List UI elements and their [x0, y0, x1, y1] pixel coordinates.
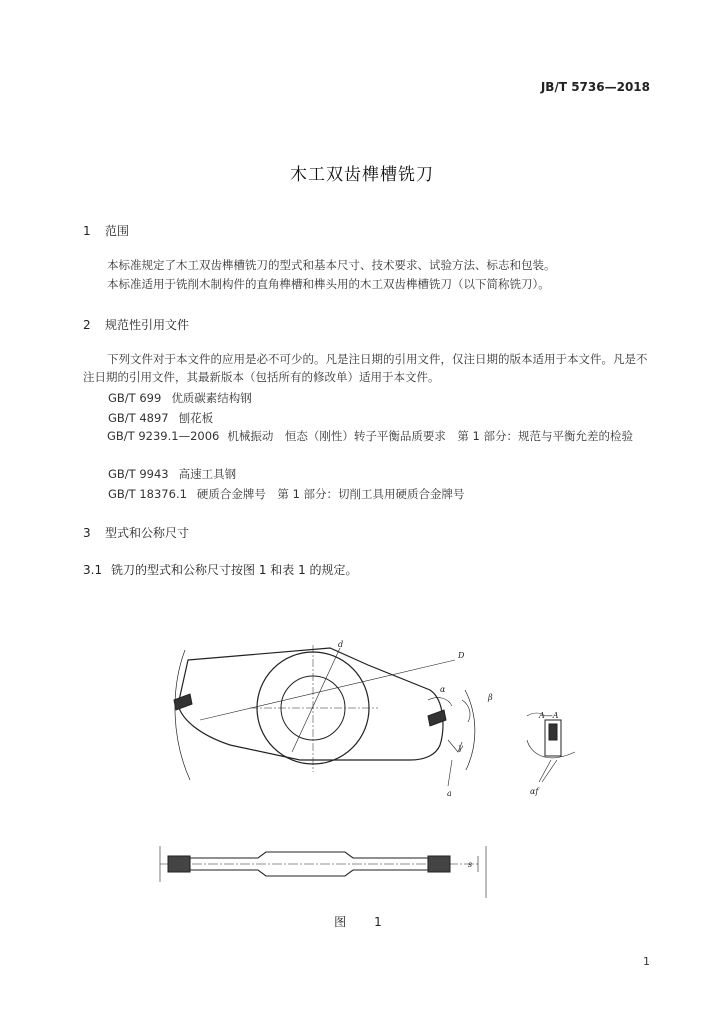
label-beta: β	[488, 693, 493, 702]
figure-caption: 图 1	[334, 915, 390, 929]
section-title: 范围	[105, 224, 130, 238]
reference-name: 机械振动 恒态（刚性）转子平衡品质要求 第 1 部分：规范与平衡允差的检验	[227, 429, 633, 443]
label-alpha-f: αf	[530, 787, 539, 796]
reference-code: GB/T 699	[108, 391, 162, 405]
subsection-text: 铣刀的型式和公称尺寸按图 1 和表 1 的规定。	[111, 563, 358, 577]
label-gamma: γ	[458, 743, 463, 752]
reference-name: 硬质合金牌号 第 1 部分：切削工具用硬质合金牌号	[196, 487, 465, 501]
label-d: d	[338, 640, 344, 649]
section-2-intro: 下列文件对于本文件的应用是必不可少的。凡是注日期的引用文件，仅注日期的版本适用于本文件。凡是不注日期的引用文件，其最新版本（包括所有的修改单）适用于本文件。	[83, 352, 648, 384]
section-arc	[527, 740, 575, 758]
side-tooth-right	[428, 856, 450, 872]
section-number: 2	[83, 318, 91, 332]
label-alpha: α	[440, 685, 446, 694]
reference-code: GB/T 9239.1—2006	[107, 429, 220, 443]
bore-diameter-leader	[292, 648, 340, 752]
section-number: 1	[83, 224, 91, 238]
label-s: s	[468, 860, 473, 869]
section-1-paragraph-2: 本标准适用于铣削木制构件的直角榫槽和榫头用的木工双齿榫槽铣刀（以下简称铣刀）。	[107, 277, 550, 291]
label-section: A—A	[539, 711, 559, 720]
page-number: 1	[643, 955, 650, 968]
section-number: 3	[83, 526, 91, 540]
label-a: a	[447, 789, 452, 798]
reference-code: GB/T 18376.1	[108, 487, 187, 501]
label-D: D	[458, 651, 465, 660]
section-1-paragraph-1: 本标准规定了木工双齿榫槽铣刀的型式和基本尺寸、技术要求、试验方法、标志和包装。	[107, 258, 556, 272]
swing-arc-right	[465, 690, 475, 770]
section-title: 规范性引用文件	[105, 318, 190, 332]
reference-code: GB/T 4897	[108, 411, 169, 425]
reference-name: 高速工具钢	[178, 467, 237, 481]
side-tooth-left	[168, 856, 190, 872]
document-title: 木工双齿榫槽铣刀	[290, 165, 434, 185]
standard-code: JB/T 5736—2018	[540, 80, 650, 94]
outer-diameter-leader	[200, 660, 455, 720]
section-title: 型式和公称尺寸	[105, 526, 190, 540]
reference-name: 优质碳素结构钢	[171, 391, 252, 405]
reference-code: GB/T 9943	[108, 467, 169, 481]
reference-name: 刨花板	[178, 411, 214, 425]
subsection-number: 3.1	[83, 563, 103, 577]
section-insert	[549, 724, 557, 740]
tooth-insert-left	[174, 694, 192, 710]
beta-angle-arc	[462, 700, 470, 722]
cutter-body	[178, 648, 443, 760]
a-dimension-leader	[448, 760, 452, 786]
